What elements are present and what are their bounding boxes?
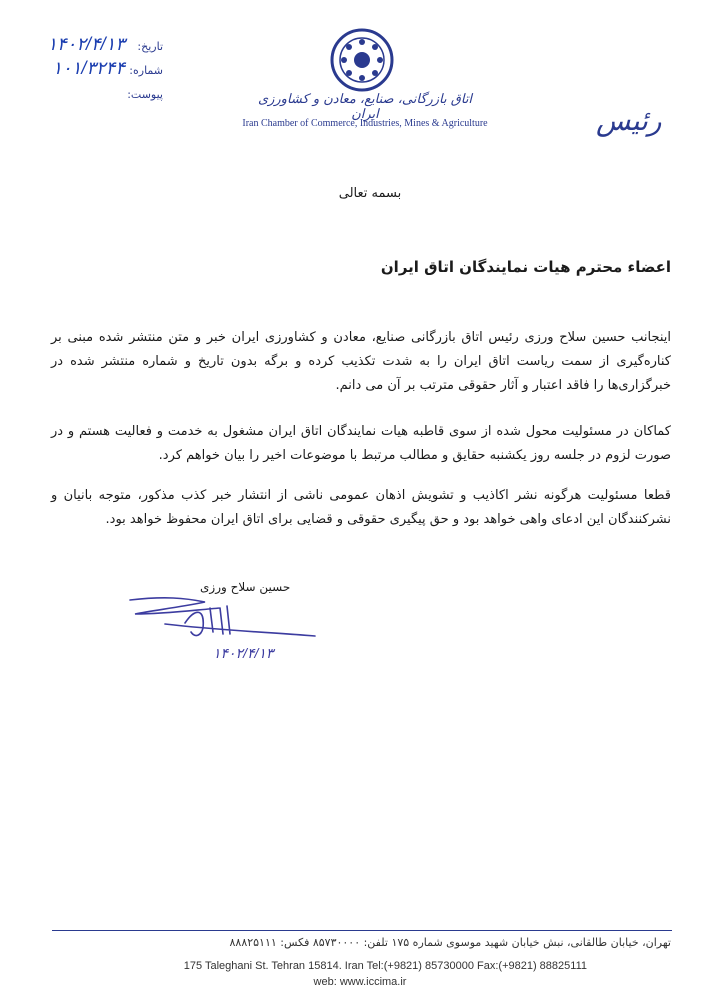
number-label: شماره:: [129, 64, 163, 77]
paragraph-2: کماکان در مسئولیت محول شده از سوی قاطبه هیات نمایندگان اتاق ایران مشغول به خدمت و فعالیت هستم و در صورت لزوم در جلسه روز یکشنبه حقایق و مطالب مرتبط با موضوعات اخیر را بیان خواهم کرد.: [51, 424, 671, 463]
footer-website-link[interactable]: web: www.iccima.ir: [313, 976, 407, 988]
attachment-label: پیوست:: [127, 88, 163, 101]
chamber-logo-icon: [330, 28, 394, 92]
date-value: ۱۴۰۲/۴/۱۳: [47, 34, 125, 54]
signature-icon: [125, 588, 325, 668]
signature-date: ۱۴۰۲/۴/۱۳: [213, 645, 274, 661]
president-mark: رئیس: [596, 104, 662, 137]
paragraph-1: اینجانب حسین سلاح ورزی رئیس اتاق بازرگانی صنایع، معادن و کشاورزی ایران خبر و متن منتشر شده مبنی بر کناره‌گیری از سمت ریاست اتاق ایران را به شدت تکذیب کرده و برگه بدون تاریخ و شماره منتشر شده در خبرگزاری‌ها را فاقد اعتبار و آثار حقوقی مترتب بر آن می دانم.: [51, 330, 671, 393]
salutation: اعضاء محترم هیات نمایندگان اتاق ایران: [380, 258, 671, 276]
footer-address-fa: تهران، خیابان طالقانی، نبش خیابان شهید موسوی شماره ۱۷۵ تلفن: ۸۵۷۳۰۰۰۰ فکس: ۸۸۸۲۵۱۱۱: [229, 936, 671, 949]
footer-divider: [52, 930, 672, 931]
org-name-fa: اتاق بازرگانی، صنایع، معادن و کشاورزی ایران: [257, 92, 473, 122]
footer-address-en: 175 Taleghani St. Tehran 15814. Iran Tel:(+9821) 85730000 Fax:(+9821) 88825111: [183, 960, 587, 972]
org-name-en: Iran Chamber of Commerce, Industries, Mines & Agriculture: [242, 118, 488, 129]
signer-name: حسین سلاح ورزی: [200, 580, 291, 594]
paragraph-3: قطعا مسئولیت هرگونه نشر اکاذیب و تشویش اذهان عمومی ناشی از انتشار خبر کذب مذکور، متوجه بانیان و نشرکنندگان این ادعای واهی خواهد بود و حق پیگیری حقوقی و قضایی برای اتاق ایران محفوظ خواهد بود.: [51, 488, 671, 527]
invocation: بسمه تعالی: [338, 186, 402, 201]
date-label: تاریخ:: [137, 40, 163, 53]
number-value: ۱۰۱/۳۲۴۴: [52, 58, 125, 78]
